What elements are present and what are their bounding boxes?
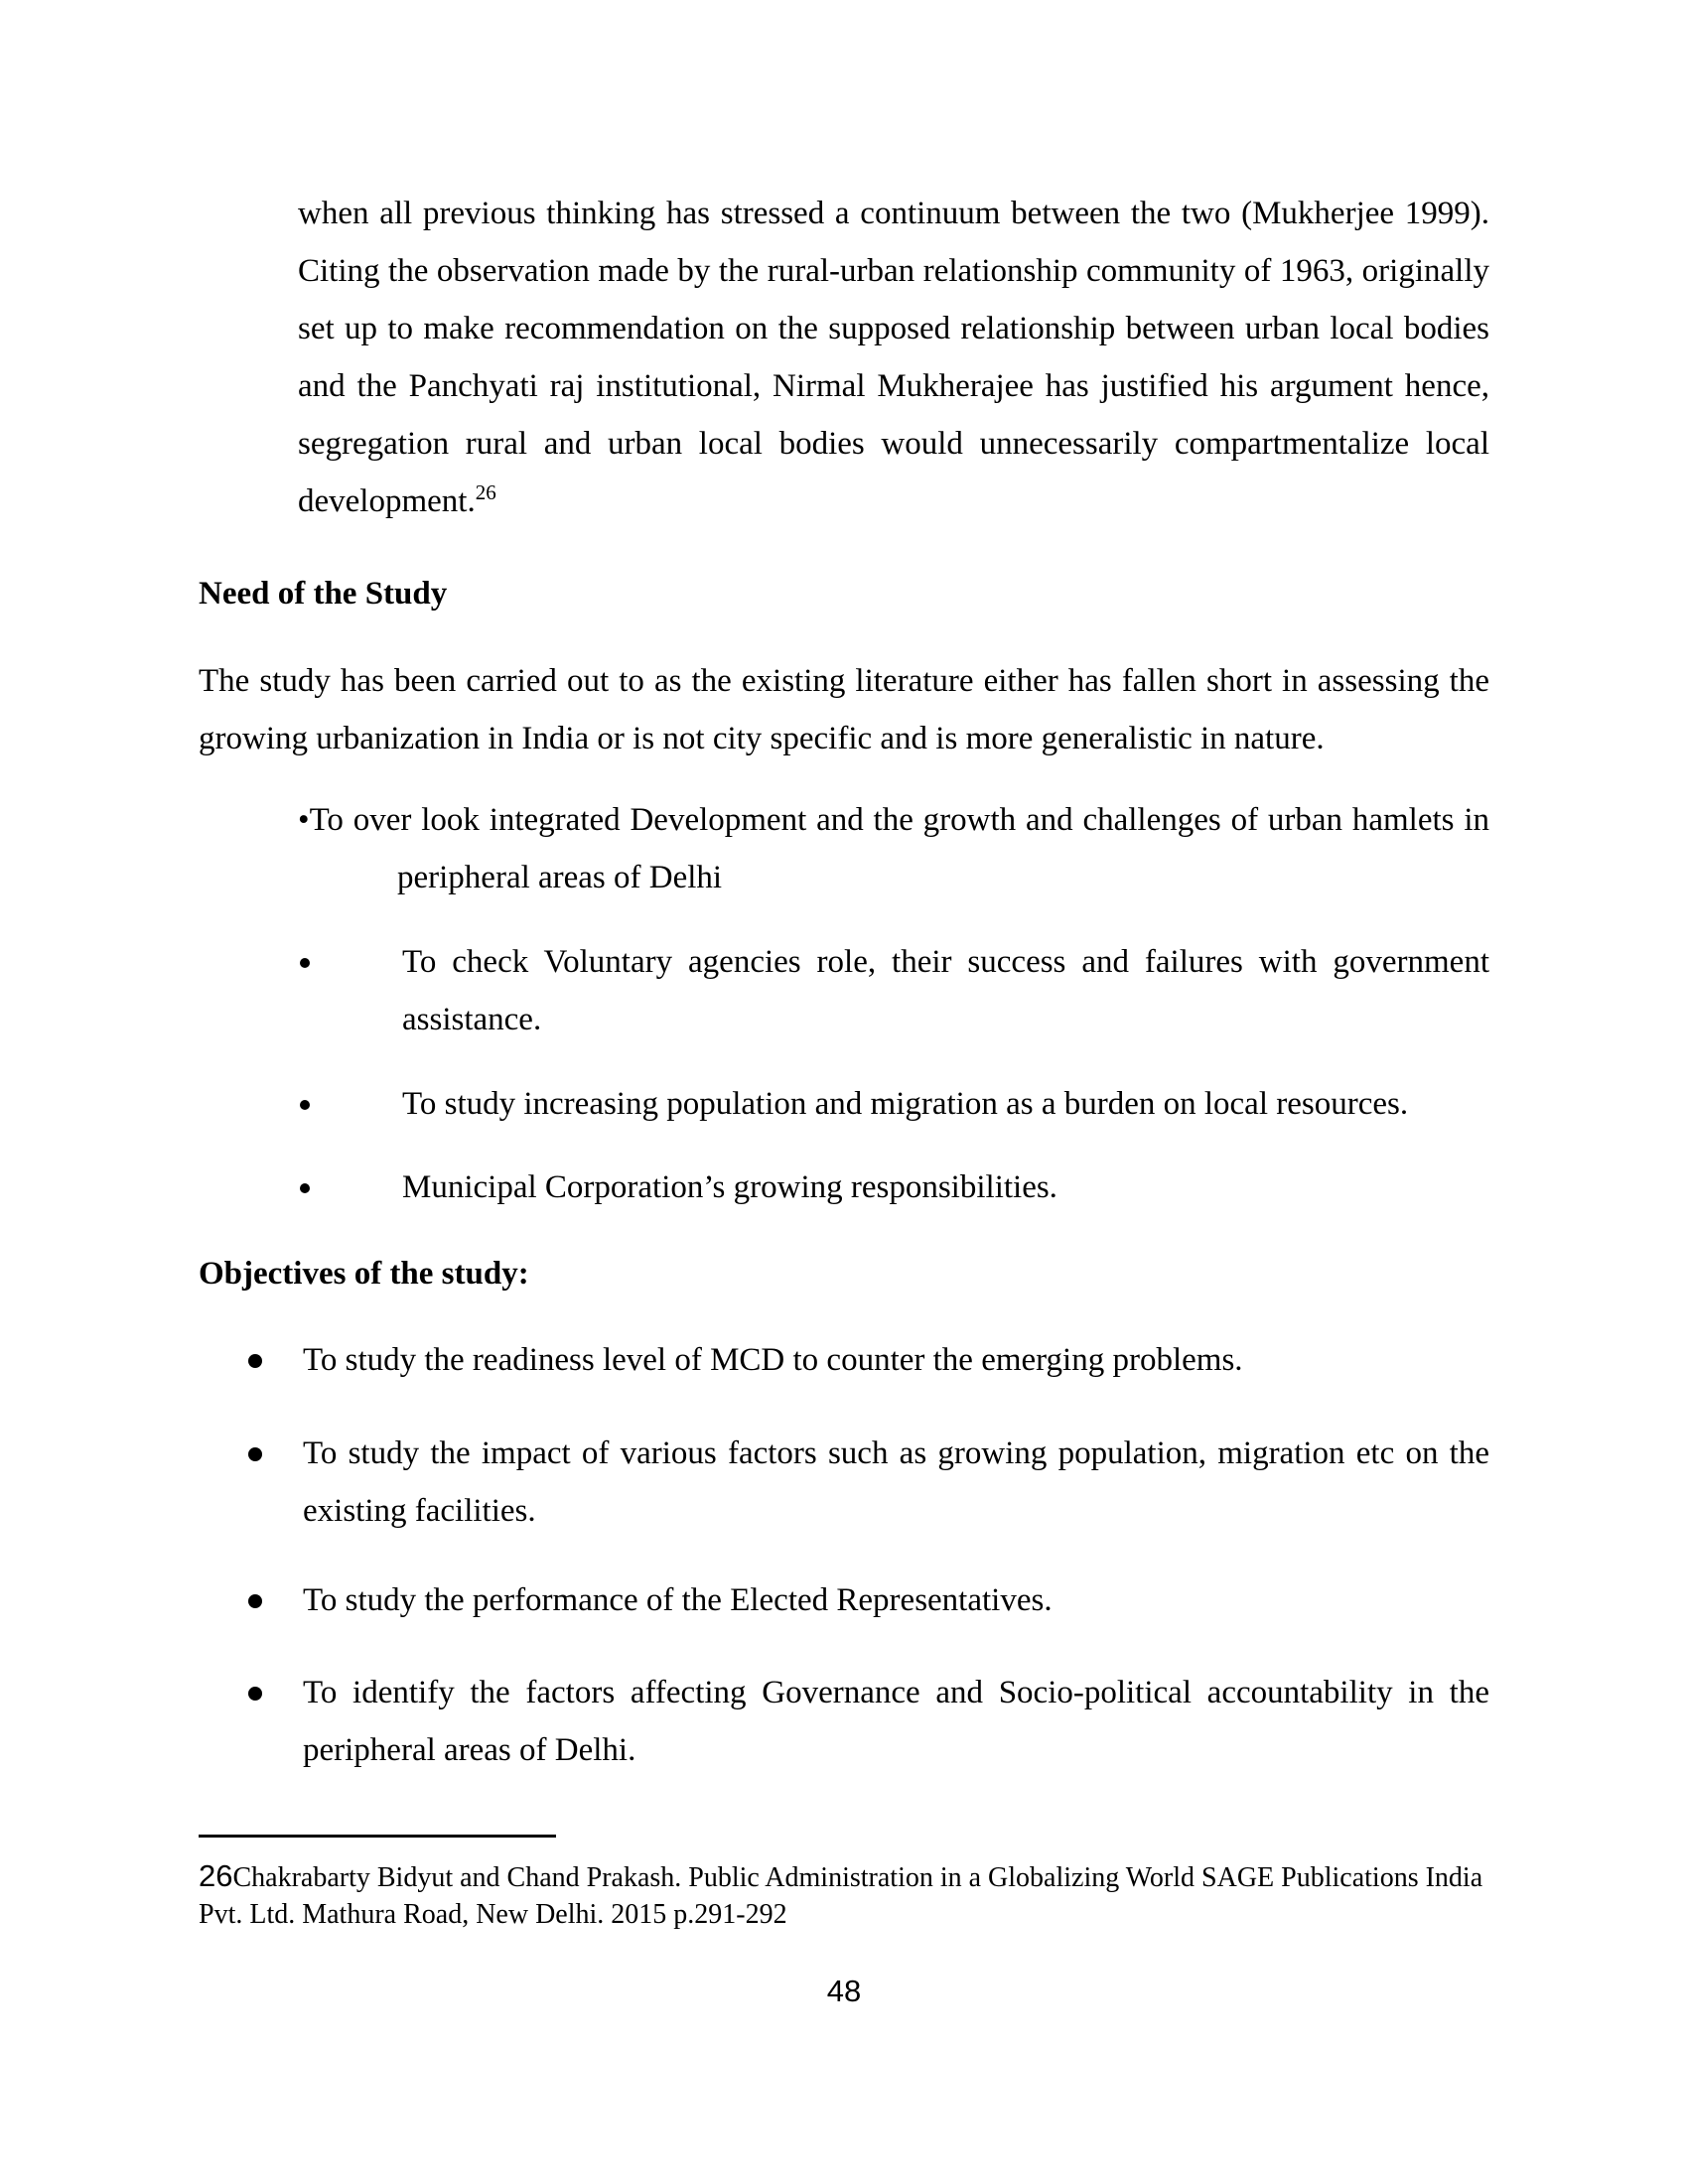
bullet-text: To identify the factors affecting Governance and Socio-political accountability in the peripheral areas of Delhi.: [303, 1675, 1489, 1768]
paragraph-text: when all previous thinking has stressed a continuum between the two (Mukherjee 1999). Citing the observation made by the rural-urban relationship community of 1963, originally set up to make recommendation on the supposed relationship between urban local bodies and the Panchyati raj institutional, Nirmal Mukherajee has justified his argument hence, segregation rural and urban local bodies would unnecessarily compartmentalize local development.: [298, 196, 1489, 519]
footnote-number: 26: [199, 1858, 233, 1893]
objectives-bullet-list: [199, 1331, 1489, 1779]
objective-item-3: [199, 1571, 1489, 1629]
paragraph-continuum: [298, 185, 1489, 530]
bullet-text: To study increasing population and migration as a burden on local resources.: [402, 1086, 1409, 1122]
bullet-icon: [248, 1594, 262, 1608]
objective-item-2: [199, 1425, 1489, 1540]
bullet-icon: [300, 958, 310, 968]
objective-item-1: [199, 1331, 1489, 1389]
bullet-icon: [248, 1447, 262, 1461]
need-bullet-list: [199, 791, 1489, 1216]
bullet-text: To study the performance of the Elected Representatives.: [303, 1582, 1053, 1618]
footnote-section: [199, 1835, 1489, 1933]
bullet-text: To check Voluntary agencies role, their success and failures with government assistance.: [402, 944, 1489, 1037]
footnote-text: Chakrabarty Bidyut and Chand Prakash. Public Administration in a Globalizing World SAGE Publications India Pvt. Ltd. Mathura Road, New Delhi. 2015 p.291-292: [199, 1862, 1483, 1930]
need-bullet-item-2: [298, 933, 1489, 1048]
bullet-text: Municipal Corporation’s growing responsibilities.: [402, 1169, 1057, 1205]
objective-item-4: [199, 1664, 1489, 1779]
bullet-icon: •: [298, 802, 310, 838]
bullet-icon: [248, 1687, 262, 1701]
page-number: 48: [826, 1974, 862, 2008]
bullet-icon: [248, 1354, 262, 1368]
bullet-icon: [300, 1100, 310, 1110]
section-heading-objectives: Objectives of the study:: [199, 1256, 529, 1292]
page-content: [199, 0, 1489, 1933]
bullet-icon: [300, 1183, 310, 1193]
bullet-text: To study the readiness level of MCD to counter the emerging problems.: [303, 1342, 1243, 1378]
need-bullet-item-1: [298, 791, 1489, 906]
need-bullet-item-4: [298, 1159, 1489, 1216]
footnote: [199, 1838, 1489, 1933]
bullet-text: To study the impact of various factors such as growing population, migration etc on the existing facilities.: [303, 1435, 1489, 1529]
section-heading-need-of-the-study: Need of the Study: [199, 576, 448, 612]
need-bullet-item-3: [298, 1075, 1489, 1133]
paragraph-need-intro: The study has been carried out to as the existing literature either has fallen short in assessing the growing urbanization in India or is not city specific and is more generalistic in nature.: [199, 663, 1489, 756]
bullet-text: To over look integrated Development and the growth and challenges of urban hamlets in peripheral areas of Delhi: [309, 802, 1489, 895]
footnote-reference: 26: [475, 480, 496, 504]
